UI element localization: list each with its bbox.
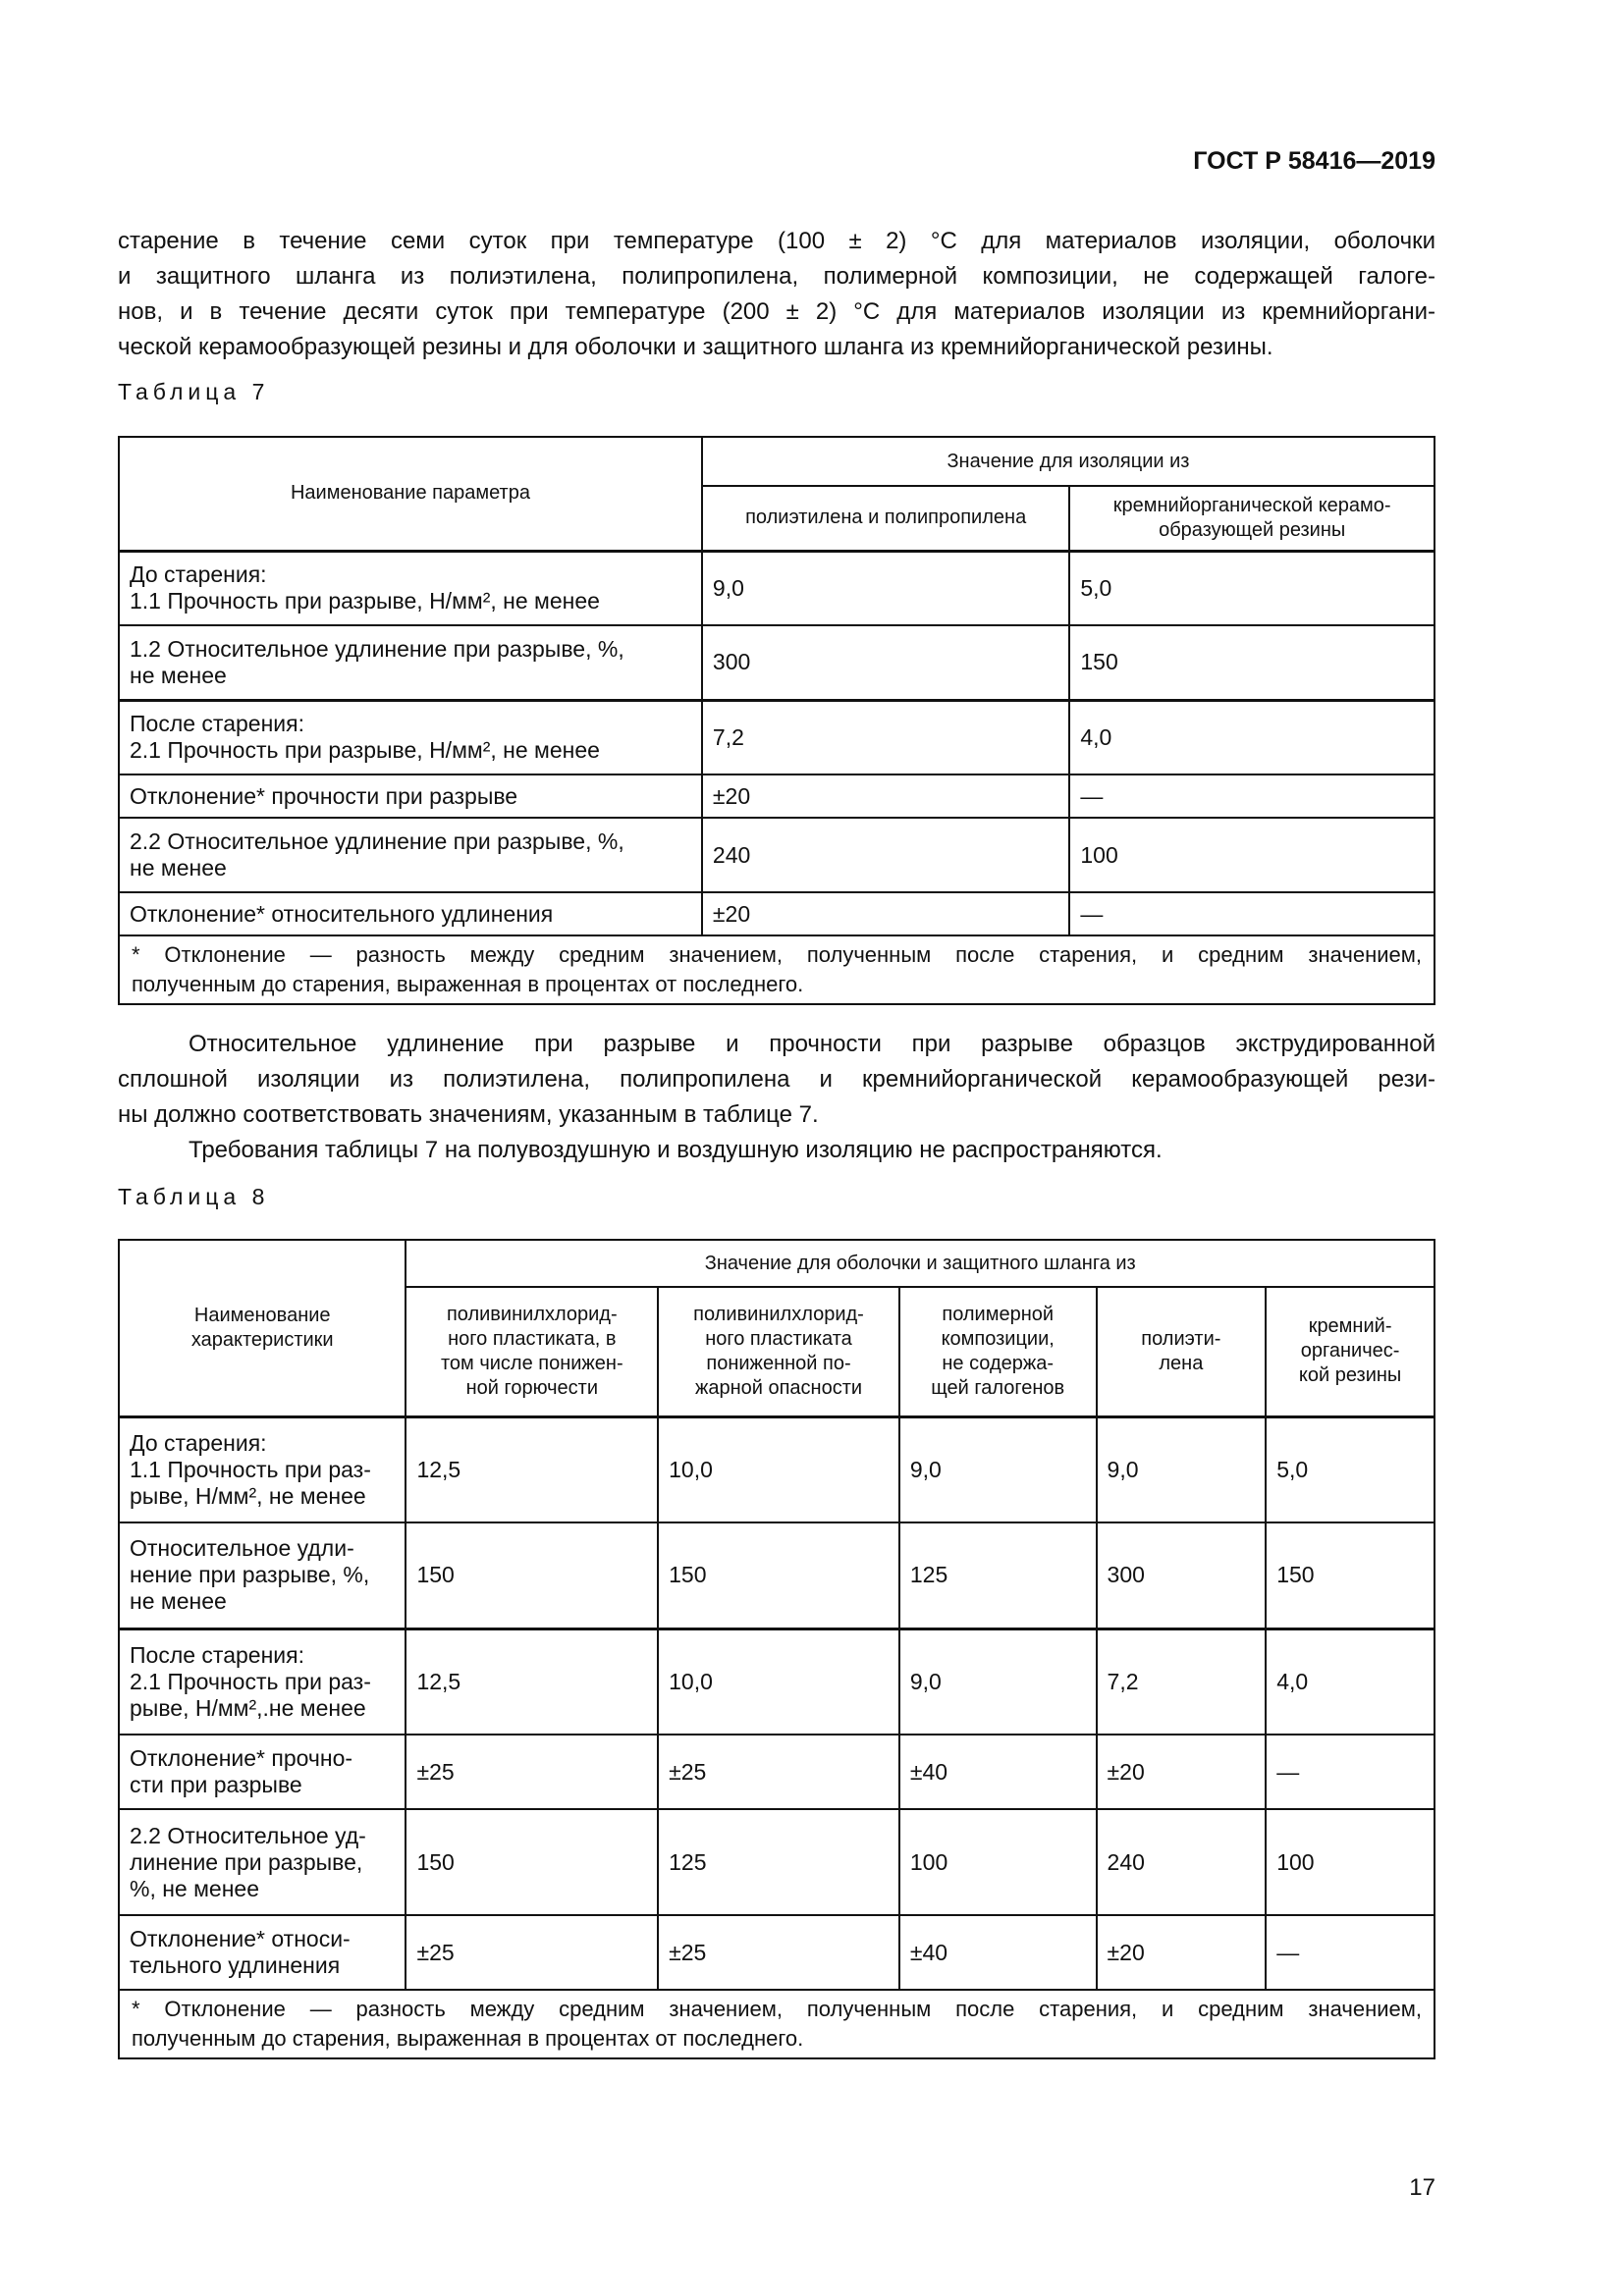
value: 4,0 bbox=[1276, 1668, 1309, 1694]
param-line: Отклонение* прочности при разрыве bbox=[130, 782, 518, 809]
value-cell bbox=[406, 1416, 658, 1522]
param-cell bbox=[119, 1735, 406, 1809]
param-line: не менее bbox=[130, 662, 227, 688]
value-cell bbox=[899, 1416, 1097, 1522]
value-cell bbox=[1097, 1809, 1267, 1915]
value: 10,0 bbox=[669, 1668, 713, 1694]
value: 240 bbox=[1107, 1848, 1145, 1875]
value-cell bbox=[702, 774, 1069, 818]
value: ±20 bbox=[712, 782, 751, 809]
footnote-row bbox=[119, 1990, 1435, 2058]
param-line: нение при разрыве, %, bbox=[130, 1562, 370, 1588]
value-cell bbox=[658, 1735, 899, 1809]
t7-header-param: Наименование параметра bbox=[119, 437, 702, 551]
value-cell bbox=[899, 1522, 1097, 1629]
table-row bbox=[119, 1629, 1435, 1735]
header-line: лена bbox=[1159, 1352, 1204, 1374]
param-line: не менее bbox=[130, 855, 227, 881]
value: 150 bbox=[416, 1848, 455, 1875]
value-cell bbox=[1097, 1416, 1267, 1522]
value-cell bbox=[406, 1735, 658, 1809]
header-line: композиции, bbox=[941, 1327, 1055, 1350]
value-cell bbox=[899, 1915, 1097, 1990]
value-cell bbox=[1069, 818, 1435, 892]
t8-header-param bbox=[119, 1240, 406, 1416]
value: 5,0 bbox=[1080, 574, 1112, 601]
param-line: Отклонение* прочно- bbox=[130, 1745, 353, 1771]
table-7 bbox=[118, 436, 1435, 1005]
value: 100 bbox=[909, 1848, 948, 1875]
value: — bbox=[1276, 1758, 1300, 1785]
t7-header-col2: кремнийорганической керамо-образующей резины bbox=[1069, 486, 1435, 551]
value-cell bbox=[658, 1629, 899, 1735]
value-cell bbox=[1069, 700, 1435, 774]
value: 7,2 bbox=[1107, 1668, 1139, 1694]
value-cell bbox=[658, 1809, 899, 1915]
value-cell bbox=[899, 1629, 1097, 1735]
value: ±20 bbox=[1107, 1758, 1145, 1785]
param-line: 2.2 Относительное удлинение при разрыве, %, bbox=[130, 828, 624, 854]
header-line: органичес- bbox=[1300, 1340, 1400, 1362]
value-cell bbox=[702, 700, 1069, 774]
text-line: старение в течение семи суток при температуре (100 ± 2) °С для материалов изоляции, оболочки bbox=[118, 228, 1435, 254]
value-cell bbox=[702, 551, 1069, 625]
value-cell bbox=[1266, 1735, 1435, 1809]
value-cell bbox=[1069, 551, 1435, 625]
page-number: 17 bbox=[1409, 2174, 1435, 2201]
param-line: 1.2 Относительное удлинение при разрыве, %, bbox=[130, 635, 624, 662]
value-cell bbox=[406, 1915, 658, 1990]
value: 240 bbox=[712, 841, 751, 868]
param-line: рыве, Н/мм²,.не менее bbox=[130, 1694, 366, 1721]
t7-header-col1: полиэтилена и полипропилена bbox=[702, 486, 1069, 551]
text-line: Относительное удлинение при разрыве и прочности при разрыве образцов экструдированной bbox=[189, 1031, 1435, 1057]
header-line: кой резины bbox=[1298, 1364, 1402, 1387]
value: — bbox=[1080, 900, 1104, 927]
document-id: ГОСТ Р 58416—2019 bbox=[1193, 147, 1435, 175]
t8-header-col-4 bbox=[1097, 1287, 1267, 1416]
t8-header-col-5 bbox=[1266, 1287, 1435, 1416]
header-line: жарной опасности bbox=[694, 1376, 863, 1399]
param-line: Относительное удли- bbox=[130, 1535, 354, 1562]
table-row bbox=[119, 774, 1435, 818]
value-cell bbox=[1266, 1416, 1435, 1522]
value-cell bbox=[1266, 1522, 1435, 1629]
header-line: пониженной по- bbox=[706, 1352, 851, 1374]
value: ±25 bbox=[669, 1939, 707, 1965]
t8-header-col-2 bbox=[658, 1287, 899, 1416]
value-cell bbox=[899, 1809, 1097, 1915]
footnote-line: полученным до старения, выраженная в процентах от последнего. bbox=[132, 2026, 804, 2051]
table-row bbox=[119, 1809, 1435, 1915]
value: 100 bbox=[1276, 1848, 1315, 1875]
param-cell bbox=[119, 1629, 406, 1735]
value: 10,0 bbox=[669, 1456, 713, 1482]
value: — bbox=[1080, 782, 1104, 809]
param-line: сти при разрыве bbox=[130, 1772, 302, 1797]
header-line: ного пластиката, в bbox=[448, 1327, 617, 1350]
value: 150 bbox=[669, 1562, 707, 1588]
header-line: полимерной bbox=[942, 1303, 1055, 1325]
param-cell bbox=[119, 892, 702, 935]
table-8 bbox=[118, 1239, 1435, 2059]
value-cell bbox=[1097, 1915, 1267, 1990]
header-line: не содержа- bbox=[942, 1352, 1055, 1374]
value: ±20 bbox=[712, 900, 751, 927]
value: 9,0 bbox=[909, 1456, 942, 1482]
value: 7,2 bbox=[712, 723, 744, 750]
value: 100 bbox=[1080, 841, 1118, 868]
param-line: не менее bbox=[130, 1588, 227, 1615]
param-cell bbox=[119, 818, 702, 892]
footnote-line: * Отклонение — разность между средним значением, полученным после старения, и средним значением, bbox=[132, 942, 1422, 967]
value: 125 bbox=[909, 1562, 948, 1588]
value: 150 bbox=[416, 1562, 455, 1588]
value-cell bbox=[406, 1629, 658, 1735]
param-line: До старения: bbox=[130, 1429, 267, 1456]
middle-paragraph bbox=[118, 1027, 1435, 1168]
header-line: характеристики bbox=[190, 1328, 334, 1351]
header-line: том числе понижен- bbox=[440, 1352, 623, 1374]
value: — bbox=[1276, 1939, 1300, 1965]
value: ±25 bbox=[669, 1758, 707, 1785]
t8-header-group: Значение для оболочки и защитного шланга из bbox=[406, 1240, 1435, 1287]
header-line: ного пластиката bbox=[705, 1327, 852, 1350]
table-row bbox=[119, 892, 1435, 935]
value: 150 bbox=[1276, 1562, 1315, 1588]
value-cell bbox=[702, 892, 1069, 935]
param-cell bbox=[119, 700, 702, 774]
param-line: 1.1 Прочность при разрыве, Н/мм², не менее bbox=[130, 588, 600, 614]
value-cell bbox=[1266, 1915, 1435, 1990]
value: 150 bbox=[1080, 649, 1118, 675]
param-cell bbox=[119, 1522, 406, 1629]
value-cell bbox=[702, 818, 1069, 892]
param-line: 2.1 Прочность при раз- bbox=[130, 1668, 371, 1694]
text-line: ны должно соответствовать значениям, указанным в таблице 7. bbox=[118, 1101, 819, 1128]
footnote-line: * Отклонение — разность между средним значением, полученным после старения, и средним значением, bbox=[132, 1997, 1422, 2021]
header-line: ной горючести bbox=[465, 1376, 599, 1399]
param-line: %, не менее bbox=[130, 1875, 260, 1901]
text-line: нов, и в течение десяти суток при температуре (200 ± 2) °С для материалов изоляции из кремнийоргани- bbox=[118, 298, 1435, 325]
footnote-cell bbox=[119, 1990, 1435, 2058]
param-line: После старения: bbox=[130, 711, 304, 737]
t8-header-col-3 bbox=[899, 1287, 1097, 1416]
value: 9,0 bbox=[712, 574, 744, 601]
value-cell bbox=[1266, 1629, 1435, 1735]
param-line: До старения: bbox=[130, 561, 267, 588]
param-cell bbox=[119, 1915, 406, 1990]
value-cell bbox=[1266, 1809, 1435, 1915]
table-row bbox=[119, 1416, 1435, 1522]
header-line: Наименование bbox=[193, 1304, 331, 1326]
value: 12,5 bbox=[416, 1456, 461, 1482]
param-line: линение при разрыве, bbox=[130, 1848, 363, 1875]
table-row bbox=[119, 818, 1435, 892]
value: 9,0 bbox=[909, 1668, 942, 1694]
value: ±20 bbox=[1107, 1939, 1145, 1965]
param-cell bbox=[119, 774, 702, 818]
intro-paragraph bbox=[118, 224, 1435, 365]
param-line: рыве, Н/мм², не менее bbox=[130, 1482, 366, 1509]
value: ±25 bbox=[416, 1758, 455, 1785]
table-row bbox=[119, 1915, 1435, 1990]
header-line: щей галогенов bbox=[931, 1376, 1065, 1399]
value-cell bbox=[406, 1809, 658, 1915]
header-line: поливинилхлорид- bbox=[693, 1303, 864, 1325]
value-cell bbox=[1097, 1522, 1267, 1629]
value-cell bbox=[1069, 774, 1435, 818]
middle-paragraph-2: Требования таблицы 7 на полувоздушную и воздушную изоляцию не распространяются. bbox=[189, 1137, 1163, 1163]
param-line: Отклонение* относительного удлинения bbox=[130, 900, 554, 927]
value-cell bbox=[406, 1522, 658, 1629]
table-row bbox=[119, 1735, 1435, 1809]
param-line: 1.1 Прочность при раз- bbox=[130, 1456, 371, 1482]
param-cell bbox=[119, 551, 702, 625]
table-row bbox=[119, 1522, 1435, 1629]
text-line: ческой керамообразующей резины и для оболочки и защитного шланга из кремнийорганической резины. bbox=[118, 334, 1273, 360]
value: 9,0 bbox=[1107, 1456, 1139, 1482]
param-line: тельного удлинения bbox=[130, 1952, 341, 1978]
param-line: 2.2 Относительное уд- bbox=[130, 1822, 366, 1848]
value-cell bbox=[1097, 1735, 1267, 1809]
value: 300 bbox=[712, 649, 751, 675]
text-line: и защитного шланга из полиэтилена, полипропилена, полимерной композиции, не содержащей галоге- bbox=[118, 263, 1435, 290]
param-cell bbox=[119, 625, 702, 700]
value: ±40 bbox=[909, 1939, 948, 1965]
param-line: Отклонение* относи- bbox=[130, 1926, 351, 1951]
footnote-cell bbox=[119, 935, 1435, 1004]
param-cell bbox=[119, 1809, 406, 1915]
value-cell bbox=[658, 1915, 899, 1990]
table-row bbox=[119, 551, 1435, 625]
value: 125 bbox=[669, 1848, 707, 1875]
table7-caption: Таблица 7 bbox=[118, 379, 270, 404]
text-line: сплошной изоляции из полиэтилена, полипропилена и кремнийорганической керамообразующей рези- bbox=[118, 1066, 1435, 1093]
t7-header-group: Значение для изоляции из bbox=[702, 437, 1435, 486]
value-cell bbox=[658, 1416, 899, 1522]
value: 4,0 bbox=[1080, 723, 1112, 750]
value-cell bbox=[1069, 892, 1435, 935]
value: ±40 bbox=[909, 1758, 948, 1785]
footnote-line: полученным до старения, выраженная в процентах от последнего. bbox=[132, 972, 804, 996]
value-cell bbox=[1097, 1629, 1267, 1735]
header-line: полиэти- bbox=[1141, 1327, 1221, 1350]
header-line: кремний- bbox=[1308, 1315, 1392, 1338]
value: 5,0 bbox=[1276, 1456, 1309, 1482]
param-line: 2.1 Прочность при разрыве, Н/мм², не менее bbox=[130, 737, 600, 764]
table-row bbox=[119, 700, 1435, 774]
value-cell bbox=[899, 1735, 1097, 1809]
value: 12,5 bbox=[416, 1668, 461, 1694]
header-line: поливинилхлорид- bbox=[446, 1303, 618, 1325]
value-cell bbox=[702, 625, 1069, 700]
value-cell bbox=[658, 1522, 899, 1629]
value: 300 bbox=[1107, 1562, 1145, 1588]
value: ±25 bbox=[416, 1939, 455, 1965]
footnote-row bbox=[119, 935, 1435, 1004]
value-cell bbox=[1069, 625, 1435, 700]
param-cell bbox=[119, 1416, 406, 1522]
table-row bbox=[119, 625, 1435, 700]
table8-caption: Таблица 8 bbox=[118, 1184, 270, 1209]
param-line: После старения: bbox=[130, 1641, 304, 1668]
t8-header-col-1 bbox=[406, 1287, 658, 1416]
